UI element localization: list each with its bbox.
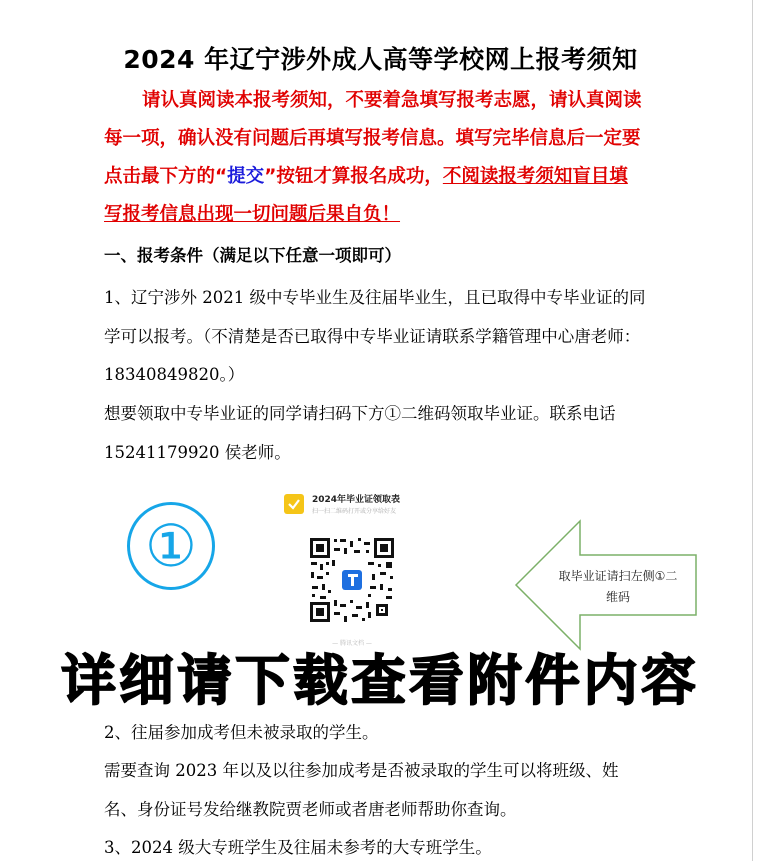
item-3: 3、2024 级大专班学生及往届未参考的大专班学生。 [104,838,492,857]
qr-subtitle: 扫一扫二维码打开或分享给好友 [312,508,397,515]
notice-warning: 不阅读报考须知盲目填写报考信息出现一切问题后果自负！ [104,166,628,225]
section-heading: 一、报考条件（满足以下任意一项即可） [104,246,401,265]
page-edge [752,0,753,861]
item-2: 2、往届参加成考但未被录取的学生。 [104,723,379,742]
qr-code-icon[interactable] [308,536,396,624]
qr-card [282,486,422,650]
qr-footer: — 腾讯文档 — [332,640,372,647]
tencent-docs-logo-icon [284,494,304,514]
download-attachment-overlay: 详细请下载查看附件内容 [61,649,700,712]
qr-title: 2024年毕业证领取表 [312,495,401,505]
submit-highlight: 提交 [227,166,265,187]
item-1-note: 想要领取中专毕业证的同学请扫码下方①二维码领取毕业证。联系电话 15241179920 侯老师。 [104,404,616,462]
notice-text: 请认真阅读本报考须知，不要着急填写报考志愿，请认真阅读每一项，确认没有问题后再填写报考信息。填写完毕信息后一定要点击最下方的“ [104,90,642,187]
arrow-label: 取毕业证请扫左侧①二维码 [558,569,678,604]
item-2-note: 需要查询 2023 年以及以往参加成考是否被录取的学生可以将班级、姓名、身份证号发给继教院贾老师或者唐老师帮助你查询。 [104,761,619,819]
item-1: 1、辽宁涉外 2021 级中专毕业生及往届毕业生，且已取得中专毕业证的同学可以报考。（不清楚是否已取得中专毕业证请联系学籍管理中心唐老师：18340849820。） [104,288,646,384]
notice-paragraph [104,82,644,234]
circle-number-label: ① [127,502,215,590]
notice-text-2: ”按钮才算报名成功， [264,166,443,187]
page-title: 2024 年辽宁涉外成人高等学校网上报考须知 [123,45,638,74]
